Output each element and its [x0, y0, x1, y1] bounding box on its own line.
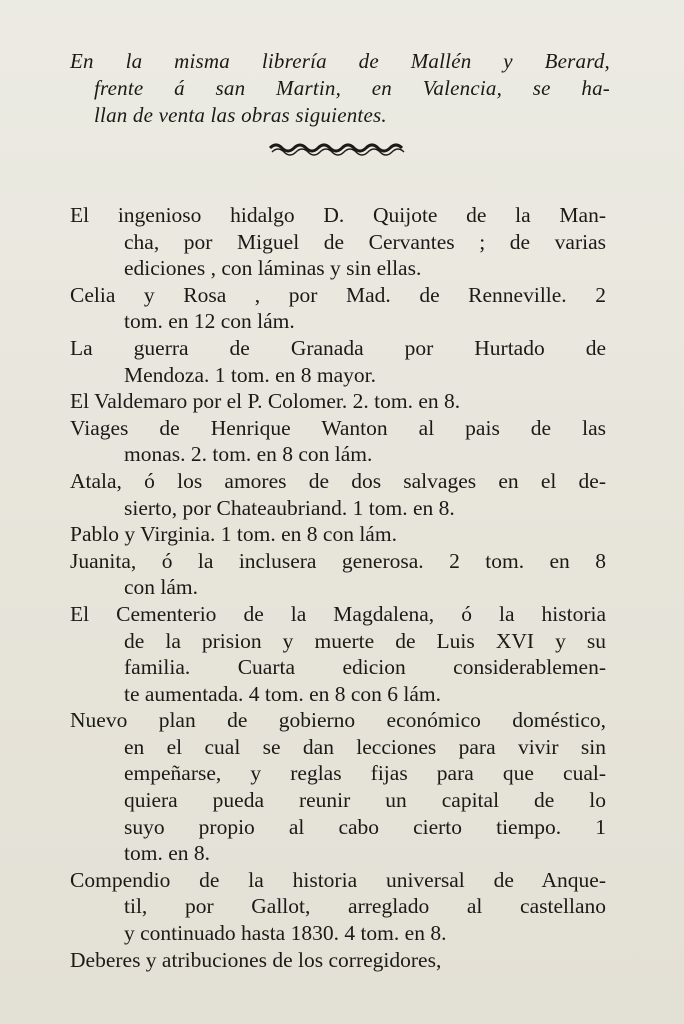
book-entry-continuation-line: cha, por Miguel de Cervantes ; de varias	[124, 229, 606, 254]
book-entry-continuation-line: y continuado hasta 1830. 4 tom. en 8.	[124, 921, 447, 946]
book-entry	[70, 202, 606, 282]
notice-line: llan de venta las obras siguientes.	[94, 103, 387, 127]
book-entry	[70, 521, 606, 548]
wavy-ornament-icon	[268, 140, 408, 160]
notice-line: frente á san Martin, en Valencia, se ha-	[94, 76, 610, 100]
book-entry-continuation-line: Mendoza. 1 tom. en 8 mayor.	[124, 362, 376, 387]
book-entry-title-line: Deberes y atribuciones de los corregidores,	[70, 947, 442, 972]
book-entry-continuation-line: monas. 2. tom. en 8 con lám.	[124, 442, 373, 467]
book-entry-continuation-line: til, por Gallot, arreglado al castellano	[124, 894, 606, 919]
bookseller-notice	[70, 48, 610, 129]
book-list	[70, 202, 606, 973]
book-entry	[70, 867, 606, 947]
book-entry-title-line: Atala, ó los amores de dos salvages en el de-	[70, 468, 606, 493]
book-entry	[70, 707, 606, 867]
book-entry-continuation-line: empeñarse, y reglas fijas para que cual-	[124, 761, 606, 786]
book-entry	[70, 548, 606, 601]
book-entry	[70, 468, 606, 521]
book-entry-continuation-line: con lám.	[124, 575, 199, 600]
book-entry-continuation-line: en el cual se dan lecciones para vivir sin	[124, 734, 606, 759]
book-entry	[70, 415, 606, 468]
book-entry	[70, 388, 606, 415]
book-entry-continuation-line: sierto, por Chateaubriand. 1 tom. en 8.	[124, 495, 455, 520]
book-entry-title-line: El Cementerio de la Magdalena, ó la historia	[70, 601, 606, 626]
book-entry-continuation-line: tom. en 8.	[124, 841, 210, 866]
book-entry-title-line: La guerra de Granada por Hurtado de	[70, 335, 606, 360]
book-entry-continuation-line: ediciones , con láminas y sin ellas.	[124, 256, 422, 281]
book-entry-title-line: Juanita, ó la inclusera generosa. 2 tom. en 8	[70, 548, 606, 573]
book-entry-continuation-line: te aumentada. 4 tom. en 8 con 6 lám.	[124, 681, 442, 706]
book-entry	[70, 335, 606, 388]
book-entry-title-line: Pablo y Virginia. 1 tom. en 8 con lám.	[70, 522, 397, 547]
book-entry	[70, 947, 606, 974]
book-entry-title-line: Viages de Henrique Wanton al pais de las	[70, 415, 606, 440]
book-entry	[70, 282, 606, 335]
book-entry-continuation-line: de la prision y muerte de Luis XVI y su	[124, 628, 606, 653]
book-entry-title-line: Nuevo plan de gobierno económico doméstico,	[70, 708, 606, 733]
book-entry-title-line: Celia y Rosa , por Mad. de Renneville. 2	[70, 282, 606, 307]
book-entry-title-line: El ingenioso hidalgo D. Quijote de la Man-	[70, 203, 606, 227]
book-entry-continuation-line: suyo propio al cabo cierto tiempo. 1	[124, 814, 606, 839]
book-entry	[70, 601, 606, 707]
book-entry-title-line: El Valdemaro por el P. Colomer. 2. tom. en 8.	[70, 389, 461, 414]
book-entry-title-line: Compendio de la historia universal de Anque-	[70, 867, 606, 892]
book-entry-continuation-line: tom. en 12 con lám.	[124, 309, 295, 334]
book-entry-continuation-line: quiera pueda reunir un capital de lo	[124, 788, 606, 813]
notice-line: En la misma librería de Mallén y Berard,	[70, 49, 610, 73]
book-entry-continuation-line: familia. Cuarta edicion considerablemen-	[124, 655, 606, 680]
